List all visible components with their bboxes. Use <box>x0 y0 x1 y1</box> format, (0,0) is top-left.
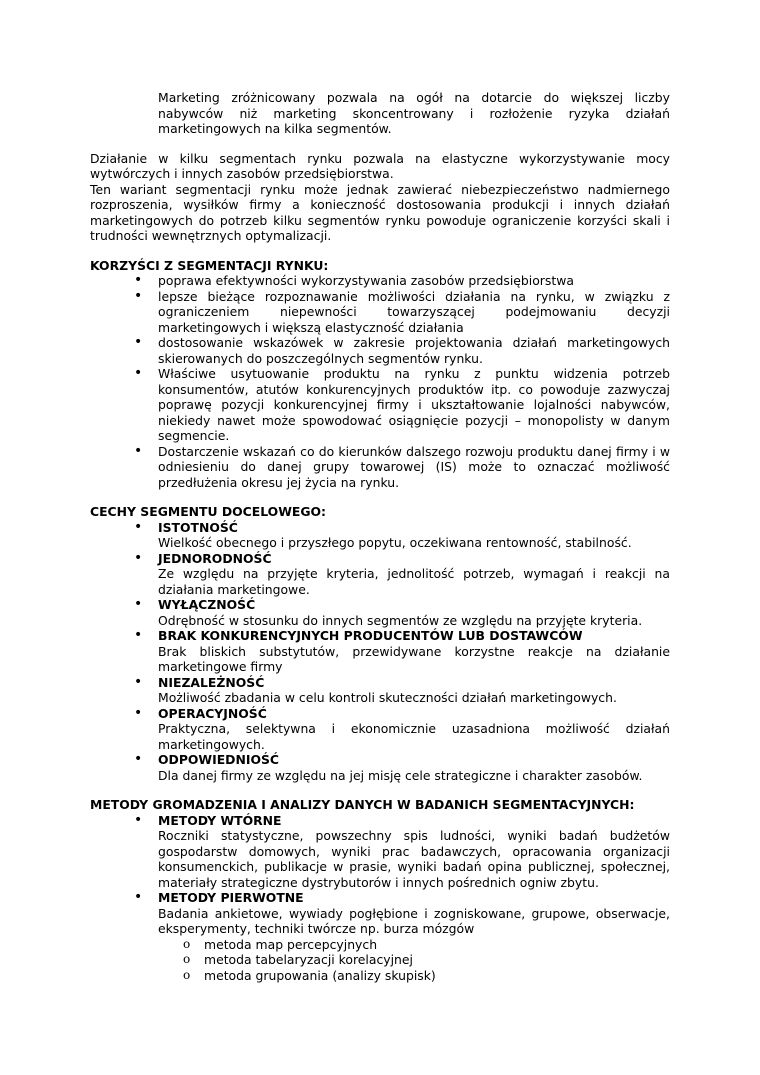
list-item: • Dostarczenie wskazań co do kierunków dalszego rozwoju produktu danej firmy i w odniesieniu do danej grupy towarowej (IS) może to oznaczać możliwość przedłużenia okresu jej życia na rynku. <box>90 444 670 491</box>
method-text: Badania ankietowe, wywiady pogłębione i zogniskowane, grupowe, obserwacje, eksperymenty, techniki twórcze np. burza mózgów <box>158 905 670 936</box>
feature-item <box>90 628 670 675</box>
feature-item <box>90 520 670 551</box>
list-item: • dostosowanie wskazówek w zakresie projektowania działań marketingowych skierowanych do poszczególnych segmentów rynku. <box>90 335 670 366</box>
list-item: • poprawa efektywności wykorzystywania zasobów przedsiębiorstwa <box>90 273 670 289</box>
sub-list-item: o metoda map percepcyjnych <box>90 937 670 953</box>
document-page <box>90 90 670 983</box>
primary-methods-sublist <box>90 937 670 984</box>
method-title: • METODY WTÓRNE <box>158 812 282 828</box>
method-item-primary <box>90 890 670 937</box>
feature-text: Praktyczna, selektywna i ekonomicznie uzasadniona możliwość działań marketingowych. <box>158 721 670 752</box>
sub-list-item: o metoda grupowania (analizy skupisk) <box>90 968 670 984</box>
method-item-secondary <box>90 813 670 891</box>
feature-title: • JEDNORODNOŚĆ <box>158 550 272 566</box>
feature-text: Dla danej firmy ze względu na jej misję cele strategiczne i charakter zasobów. <box>158 767 643 783</box>
feature-text: Wielkość obecnego i przyszłego popytu, oczekiwana rentowność, stabilność. <box>158 535 632 550</box>
feature-item <box>90 597 670 628</box>
features-heading: CECHY SEGMENTU DOCELOWEGO: <box>90 504 327 519</box>
feature-item <box>90 675 670 706</box>
list-item: • Właściwe usytuowanie produktu na rynku z punktu widzenia potrzeb konsumentów, atutów konkurencyjnych produktów itp. co powoduje zazwyczaj poprawę pozycji konkurencyjnej firmy i ukształtowanie lojalności nabywców, niekiedy nawet może spowodować osiągnięcie pozycji – monopolisty w danym segmencie. <box>90 366 670 444</box>
sub-list-item: o metoda tabelaryzacji korelacyjnej <box>90 952 670 968</box>
feature-text: Brak bliskich substytutów, przewidywane korzystne reakcje na działanie marketingowe firmy <box>158 643 670 674</box>
benefits-list <box>90 273 670 490</box>
feature-text: Możliwość zbadania w celu kontroli skuteczności działań marketingowych. <box>158 690 617 705</box>
feature-item <box>90 706 670 753</box>
methods-list <box>90 813 670 937</box>
methods-heading: METODY GROMADZENIA I ANALIZY DANYCH W BADANICH SEGMENTACYJNYCH: <box>90 797 635 812</box>
benefits-heading: KORZYŚCI Z SEGMENTACJI RYNKU: <box>90 257 329 273</box>
feature-title: • NIEZALEŻNOŚĆ <box>158 674 265 690</box>
feature-title: • BRAK KONKURENCYJNYCH PRODUCENTÓW LUB DOSTAWCÓW <box>158 628 583 643</box>
feature-item <box>90 752 670 783</box>
paragraph-flexibility: Działanie w kilku segmentach rynku pozwala na elastyczne wykorzystywanie mocy wytwórczych i innych zasobów przedsiębiorstwa. <box>90 150 670 181</box>
feature-title: • OPERACYJNOŚĆ <box>158 705 267 721</box>
feature-item <box>90 551 670 598</box>
features-list <box>90 520 670 784</box>
list-item: • lepsze bieżące rozpoznawanie możliwości działania na rynku, w związku z ograniczeniem niepewności towarzyszącej podejmowaniu decyzji marketingowych i większą elastyczność działania <box>90 289 670 336</box>
method-title: • METODY PIERWOTNE <box>158 890 304 905</box>
feature-title: • WYŁĄCZNOŚĆ <box>158 597 256 612</box>
paragraph-risk: Ten wariant segmentacji rynku może jednak zawierać niebezpieczeństwo nadmiernego rozproszenia, wysiłków firmy a konieczność dostosowania produkcji i innych działań marketingowych do potrzeb kilku segmentów rynku powoduje ograniczenie korzyści skali i trudności wewnętrznych optymalizacji. <box>90 181 670 243</box>
method-text: Roczniki statystyczne, powszechny spis ludności, wyniki badań budżetów gospodarstw domowych, wyniki prac badawczych, opracowania organizacji konsumenckich, publikacje w prasie, wyniki badań opina publicznej, społecznej, materiały strategiczne dystrybutorów i innych pośrednich ogniw zbytu. <box>158 828 670 890</box>
feature-title: • ISTOTNOŚĆ <box>158 519 238 535</box>
feature-title: • ODPOWIEDNIOŚĆ <box>158 752 279 767</box>
feature-text: Ze względu na przyjęte kryteria, jednolitość potrzeb, wymagań i reakcji na działania marketingowe. <box>158 566 670 597</box>
intro-paragraph: Marketing zróżnicowany pozwala na ogół na dotarcie do większej liczby nabywców niż marketing skoncentrowany i rozłożenie ryzyka działań marketingowych na kilka segmentów. <box>158 90 670 136</box>
feature-text: Odrębność w stosunku do innych segmentów ze względu na przyjęte kryteria. <box>158 612 643 628</box>
